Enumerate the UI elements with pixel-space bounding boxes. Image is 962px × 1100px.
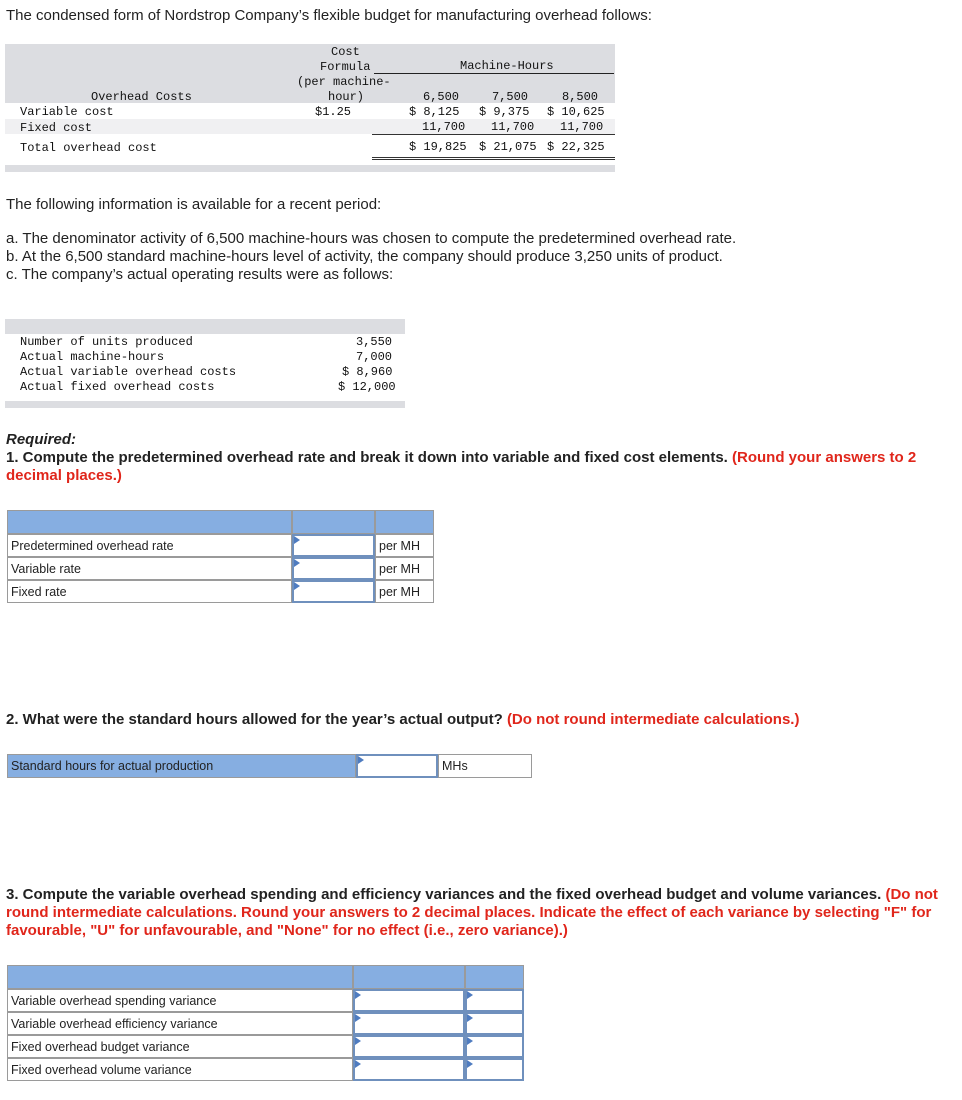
actual-label-2: Actual machine-hours [20, 350, 165, 364]
fo-volume-effect-select[interactable] [465, 1058, 524, 1081]
overhead-costs-header: Overhead Costs [91, 90, 192, 104]
row-total-label: Total overhead cost [20, 141, 157, 155]
cost-formula-header-1: Cost [331, 45, 360, 59]
q3-row-label-3: Fixed overhead budget variance [7, 1035, 353, 1058]
required-label: Required: [6, 431, 77, 448]
vo-spending-effect-select[interactable] [465, 989, 524, 1012]
flexible-budget-table [5, 44, 615, 172]
q2-label: Standard hours for actual production [7, 754, 356, 778]
variable-rate-input[interactable] [292, 557, 375, 580]
predetermined-rate-input[interactable] [292, 534, 375, 557]
actual-label-3: Actual variable overhead costs [20, 365, 237, 379]
row-variable-v1: $ 8,125 [409, 105, 460, 119]
info-intro: The following information is available for a recent period: [6, 196, 382, 213]
q3-row-label-2: Variable overhead efficiency variance [7, 1012, 353, 1035]
q1-unit-1: per MH [375, 534, 434, 557]
actual-results-table [5, 319, 405, 408]
item-a: a. The denominator activity of 6,500 machine-hours was chosen to compute the predetermined overhead rate. [6, 230, 737, 247]
cost-formula-header-4: hour) [328, 90, 365, 104]
q1-row-label-1: Predetermined overhead rate [7, 534, 292, 557]
q1-unit-2: per MH [375, 557, 434, 580]
q1-row-label-3: Fixed rate [7, 580, 292, 603]
standard-hours-input[interactable] [356, 754, 438, 778]
cost-formula-header-3: (per machine- [297, 75, 391, 89]
q1-text: 1. Compute the predetermined overhead rate and break it down into variable and fixed cost elements. [6, 449, 728, 466]
row-fixed-v3: 11,700 [560, 120, 604, 134]
q1-note: (Round your answers to 2 decimal places.) [6, 449, 917, 484]
intro-text: The condensed form of Nordstrop Company’s flexible budget for manufacturing overhead follows: [6, 7, 652, 24]
activity-6500: 6,500 [423, 90, 460, 104]
machine-hours-header: Machine-Hours [460, 59, 554, 73]
cost-formula-header-2: Formula [320, 60, 371, 74]
fixed-rate-input[interactable] [292, 580, 375, 603]
q2-note: (Do not round intermediate calculations.) [506, 711, 800, 728]
q2-unit: MHs [438, 754, 532, 778]
q3-row-label-1: Variable overhead spending variance [7, 989, 353, 1012]
vo-spending-amount-input[interactable] [353, 989, 465, 1012]
row-total-v3: $ 22,325 [547, 140, 605, 154]
q2-prompt [6, 711, 936, 728]
row-total-v1: $ 19,825 [409, 140, 467, 154]
actual-label-1: Number of units produced [20, 335, 193, 349]
vo-efficiency-effect-select[interactable] [465, 1012, 524, 1035]
activity-8500: 8,500 [562, 90, 599, 104]
q3-prompt [6, 886, 946, 940]
item-c: c. The company’s actual operating results were as follows: [6, 266, 394, 283]
row-total-v2: $ 21,075 [479, 140, 537, 154]
q3-answer-grid [7, 965, 524, 1081]
actual-value-1: 3,550 [356, 335, 393, 349]
row-fixed-label: Fixed cost [20, 121, 93, 135]
q3-note: (Do not round intermediate calculations. Round your answers to 2 decimal places. Indicate the effect of each variance by selecting "F" for favourable, "U" for unfavourable, and "None" for no effect (i.e., zero variance).) [6, 886, 938, 939]
q1-row-label-2: Variable rate [7, 557, 292, 580]
fo-budget-effect-select[interactable] [465, 1035, 524, 1058]
row-variable-label: Variable cost [20, 105, 114, 119]
fo-volume-amount-input[interactable] [353, 1058, 465, 1081]
q3-text: 3. Compute the variable overhead spending and efficiency variances and the fixed overhead budget and volume variances. [6, 886, 882, 903]
actual-value-2: 7,000 [356, 350, 393, 364]
actual-value-4: $ 12,000 [338, 380, 396, 394]
q2-answer-grid [7, 754, 532, 778]
row-variable-formula: $1.25 [315, 105, 352, 119]
row-variable-v3: $ 10,625 [547, 105, 605, 119]
vo-efficiency-amount-input[interactable] [353, 1012, 465, 1035]
actual-label-4: Actual fixed overhead costs [20, 380, 215, 394]
activity-7500: 7,500 [492, 90, 529, 104]
q2-text: 2. What were the standard hours allowed for the year’s actual output? [6, 711, 503, 728]
q3-row-label-4: Fixed overhead volume variance [7, 1058, 353, 1081]
row-variable-v2: $ 9,375 [479, 105, 530, 119]
q1-prompt [6, 449, 926, 485]
actual-value-3: $ 8,960 [342, 365, 393, 379]
item-b: b. At the 6,500 standard machine-hours level of activity, the company should produce 3,250 units of product. [6, 248, 723, 265]
row-fixed-v2: 11,700 [491, 120, 535, 134]
row-fixed-v1: 11,700 [422, 120, 466, 134]
fo-budget-amount-input[interactable] [353, 1035, 465, 1058]
q1-unit-3: per MH [375, 580, 434, 603]
q1-answer-grid [7, 510, 434, 603]
